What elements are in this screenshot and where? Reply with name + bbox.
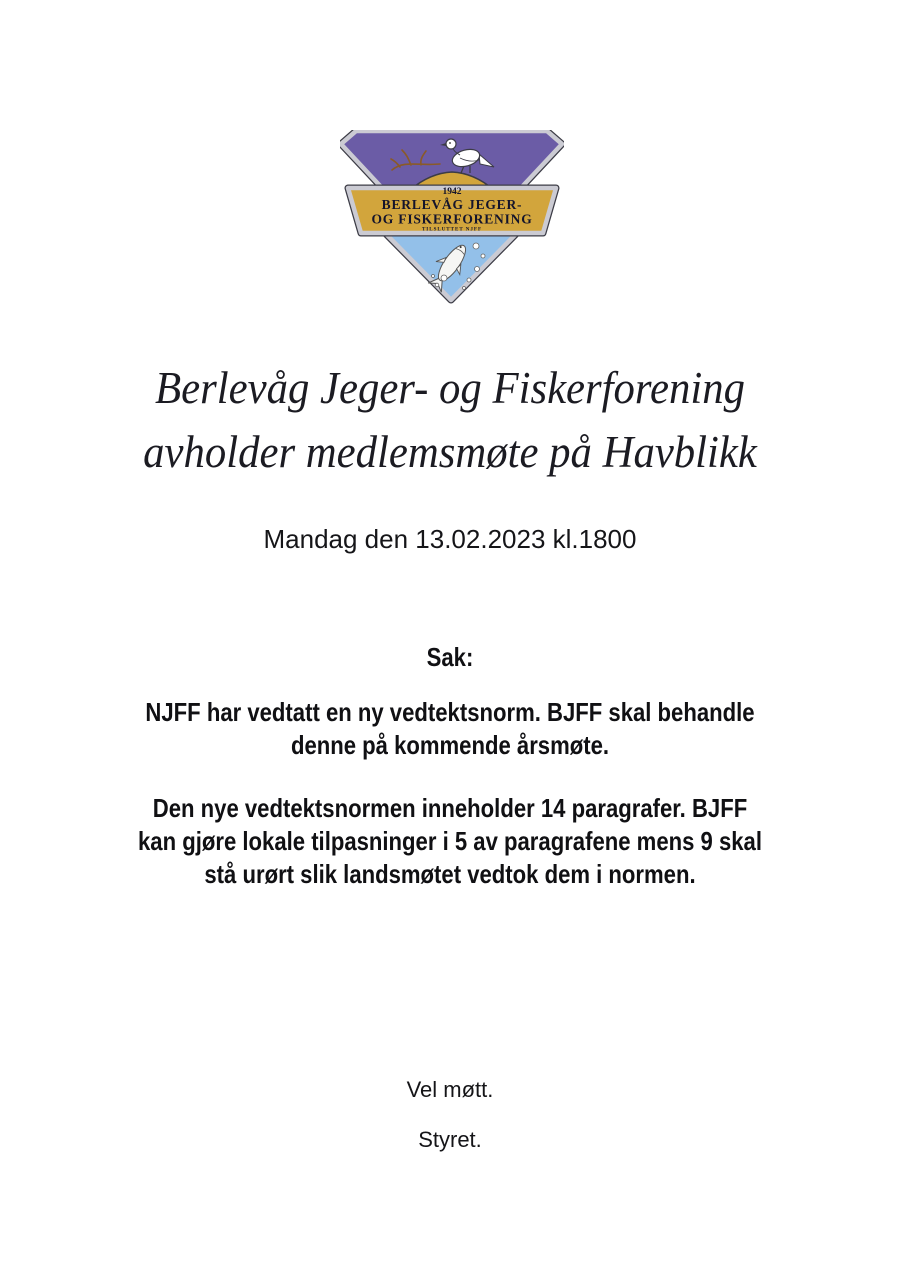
paragraph-line: Den nye vedtektsnormen inneholder 14 paragrafer. BJFF [152,793,748,823]
signature-styret: Styret. [418,1127,482,1152]
closing-greeting: Vel møtt. [406,1077,494,1102]
paragraph-line: NJFF har vedtatt en ny vedtektsnorm. BJFF skal behandle [145,697,755,727]
title-line-1: Berlevåg Jeger- og Fiskerforening [155,363,745,413]
agenda-paragraph-1 [68,696,833,762]
club-emblem-logo [340,130,564,310]
emblem-year: 1942 [442,187,462,197]
page-title [0,356,900,484]
title-line-2: avholder medlemsmøte på Havblikk [143,427,757,477]
agenda-paragraph-2 [68,792,833,891]
emblem-banner-line2: OG FISKERFORENING [371,211,533,227]
meeting-datetime: Mandag den 13.02.2023 kl.1800 [263,524,637,554]
paragraph-line: denne på kommende årsmøte. [290,730,610,760]
paragraph-line: stå urørt slik landsmøtet vedtok dem i normen. [204,859,696,889]
agenda-heading: Sak: [426,642,474,672]
emblem-banner-line1: BERLEVÅG JEGER- [381,197,523,212]
paragraph-line: kan gjøre lokale tilpasninger i 5 av paragrafene mens 9 skal [138,826,762,856]
emblem-banner-line3: TILSLUTTET NJFF [421,227,483,233]
